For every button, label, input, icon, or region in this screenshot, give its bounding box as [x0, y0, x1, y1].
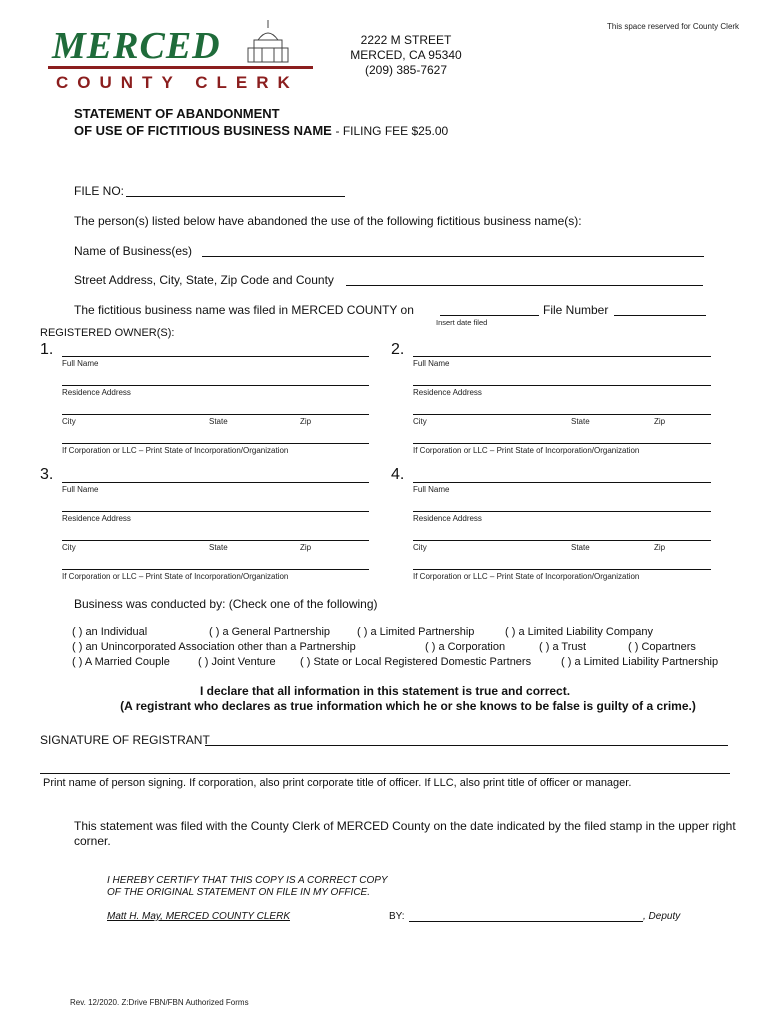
owner2-full-name-field[interactable]: [413, 356, 711, 357]
filed-on-label: The fictitious business name was filed in MERCED COUNTY on: [74, 303, 414, 317]
corp-label: If Corporation or LLC – Print State of Incorporation/Organization: [413, 446, 640, 455]
option-individual[interactable]: ( ) an Individual: [72, 626, 148, 638]
title-line2: [74, 123, 448, 138]
owner2-residence-field[interactable]: [413, 385, 711, 386]
certify-line1: I HEREBY CERTIFY THAT THIS COPY IS A CORRECT COPY: [107, 875, 388, 886]
business-name-field[interactable]: [202, 256, 704, 257]
owner1-city-state-zip-field[interactable]: [62, 414, 369, 415]
state-label: State: [209, 543, 228, 552]
state-label: State: [571, 543, 590, 552]
option-corporation[interactable]: ( ) a Corporation: [425, 641, 506, 653]
option-trust[interactable]: ( ) a Trust: [539, 641, 587, 653]
zip-label: Zip: [300, 543, 312, 552]
city-label: City: [62, 543, 76, 552]
deputy-signature-field[interactable]: [409, 921, 643, 922]
file-no-field[interactable]: [126, 196, 345, 197]
residence-label: Residence Address: [62, 388, 131, 397]
full-name-label: Full Name: [62, 485, 99, 494]
owner4-corp-field[interactable]: [413, 569, 711, 570]
owner-number: 2.: [391, 341, 405, 358]
owner1-residence-field[interactable]: [62, 385, 369, 386]
corp-label: If Corporation or LLC – Print State of Incorporation/Organization: [413, 572, 640, 581]
registered-owners-label: REGISTERED OWNER(S):: [40, 327, 175, 339]
residence-label: Residence Address: [413, 388, 482, 397]
full-name-label: Full Name: [62, 359, 99, 368]
state-label: State: [209, 417, 228, 426]
zip-label: Zip: [300, 417, 312, 426]
print-name-field[interactable]: [40, 773, 730, 774]
filed-date-field[interactable]: [440, 315, 539, 316]
owner1-corp-field[interactable]: [62, 443, 369, 444]
residence-label: Residence Address: [413, 514, 482, 523]
deputy-label: , Deputy: [643, 911, 681, 922]
filing-fee: - FILING FEE $25.00: [335, 124, 449, 138]
city-label: City: [62, 417, 76, 426]
zip-label: Zip: [654, 543, 666, 552]
owner-number: 3.: [40, 466, 54, 483]
state-label: State: [571, 417, 590, 426]
footer-revision: Rev. 12/2020. Z:Drive FBN/FBN Authorized Forms: [70, 998, 249, 1007]
owner1-full-name-field[interactable]: [62, 356, 369, 357]
clerk-name: Matt H. May, MERCED COUNTY CLERK: [107, 911, 290, 922]
declaration-line1: I declare that all information in this statement is true and correct.: [199, 684, 571, 698]
county-clerk-logo: [48, 18, 313, 94]
print-name-note: Print name of person signing. If corporation, also print corporate title of officer. If LLC, also print title of officer or manager.: [43, 777, 632, 789]
option-llp[interactable]: ( ) a Limited Liability Partnership: [561, 656, 719, 668]
title-line2-text: OF USE OF FICTITIOUS BUSINESS NAME: [74, 123, 332, 138]
option-general-partnership[interactable]: ( ) a General Partnership: [209, 626, 331, 638]
option-limited-partnership[interactable]: ( ) a Limited Partnership: [357, 626, 475, 638]
owner3-city-state-zip-field[interactable]: [62, 540, 369, 541]
by-label: BY:: [389, 911, 405, 922]
owner-number: 1.: [40, 341, 54, 358]
option-domestic-partners[interactable]: ( ) State or Local Registered Domestic Partners: [300, 656, 532, 668]
option-joint-venture[interactable]: ( ) Joint Venture: [198, 656, 276, 668]
owner4-full-name-field[interactable]: [413, 482, 711, 483]
owner4-city-state-zip-field[interactable]: [413, 540, 711, 541]
city-label: City: [413, 543, 427, 552]
file-no-label: FILE NO:: [74, 184, 125, 198]
residence-label: Residence Address: [62, 514, 131, 523]
owner3-corp-field[interactable]: [62, 569, 369, 570]
option-llc[interactable]: ( ) a Limited Liability Company: [505, 626, 653, 638]
option-unincorporated[interactable]: ( ) an Unincorporated Association other than a Partnership: [72, 641, 356, 653]
file-number-label: File Number: [543, 303, 609, 317]
certify-line2: OF THE ORIGINAL STATEMENT ON FILE IN MY OFFICE.: [107, 887, 370, 898]
signature-field[interactable]: [205, 745, 728, 746]
insert-date-note: Insert date filed: [436, 318, 488, 327]
owner4-residence-field[interactable]: [413, 511, 711, 512]
file-number-field[interactable]: [614, 315, 706, 316]
full-name-label: Full Name: [413, 485, 450, 494]
zip-label: Zip: [654, 417, 666, 426]
reserved-note: This space reserved for County Clerk: [607, 22, 740, 31]
address-city: MERCED, CA 95340: [350, 48, 462, 62]
owner-number: 4.: [391, 466, 405, 483]
owner3-residence-field[interactable]: [62, 511, 369, 512]
intro-text: The person(s) listed below have abandoned the use of the following fictitious business name(s):: [74, 214, 582, 228]
option-married-couple[interactable]: ( ) A Married Couple: [72, 656, 170, 668]
clerk-address: [335, 33, 477, 78]
owner2-corp-field[interactable]: [413, 443, 711, 444]
business-conducted-label: Business was conducted by: (Check one of the following): [74, 597, 378, 611]
city-label: City: [413, 417, 427, 426]
corp-label: If Corporation or LLC – Print State of Incorporation/Organization: [62, 446, 289, 455]
address-phone: (209) 385-7627: [364, 63, 448, 77]
owner2-city-state-zip-field[interactable]: [413, 414, 711, 415]
option-copartners[interactable]: ( ) Copartners: [628, 641, 696, 653]
business-name-label: Name of Business(es): [74, 244, 193, 258]
full-name-label: Full Name: [413, 359, 450, 368]
owner3-full-name-field[interactable]: [62, 482, 369, 483]
filed-statement: This statement was filed with the County Clerk of MERCED County on the date indicated by the filed stamp in the upper right corner.: [74, 819, 736, 848]
logo-sub: COUNTY CLERK: [56, 73, 299, 92]
street-address-field[interactable]: [346, 285, 703, 286]
title-line1: STATEMENT OF ABANDONMENT: [74, 106, 280, 121]
address-street: 2222 M STREET: [360, 33, 452, 47]
logo-word: MERCED: [52, 25, 221, 67]
signature-label: SIGNATURE OF REGISTRANT: [40, 733, 210, 747]
declaration-line2: (A registrant who declares as true information which he or she knows to be false is guilty of a crime.): [120, 699, 696, 713]
street-address-label: Street Address, City, State, Zip Code and County: [74, 273, 334, 287]
corp-label: If Corporation or LLC – Print State of Incorporation/Organization: [62, 572, 289, 581]
